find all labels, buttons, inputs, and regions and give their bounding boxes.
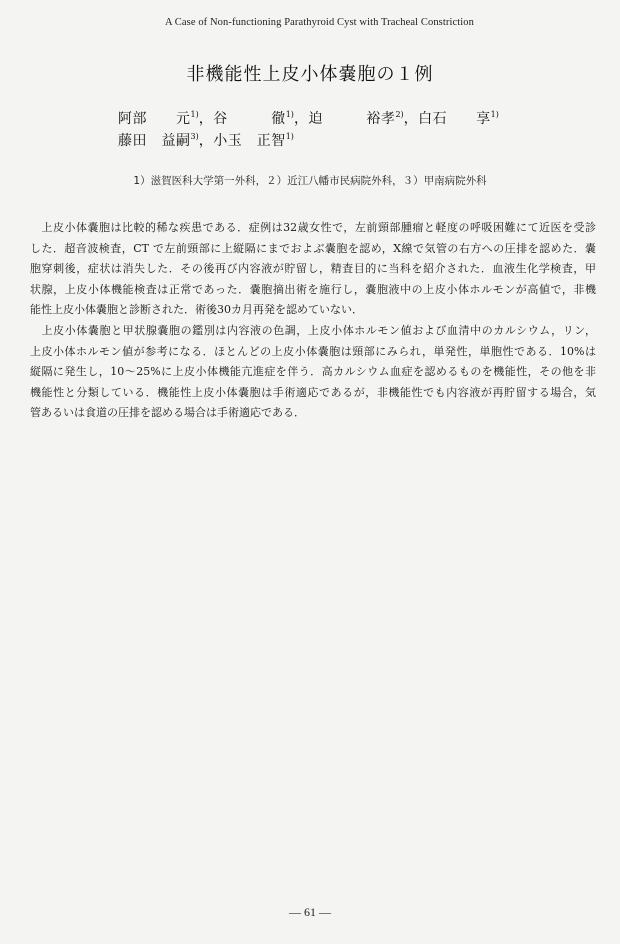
text-line: 胞穿刺後，症状は消失した．その後再び内容液が貯留し，精査目的に当科を紹介された．血液生化学検査，甲 — [30, 262, 596, 276]
author-affiliation-mark: 1) — [285, 132, 294, 141]
author-affiliation-mark: 3) — [190, 132, 199, 141]
author-name: 小玉 正智 — [213, 133, 286, 149]
text-line: 上皮小体ホルモン値が参考になる．ほとんどの上皮小体嚢胞は頸部にみられ，単発性，単胞性である．10%は — [30, 344, 596, 358]
text-line: 管あるいは食道の圧排を認める場合は手術適応である． — [30, 406, 305, 420]
author-separator: ， — [293, 111, 309, 127]
text-line: 縦隔に発生し，10〜25%に上皮小体機能亢進症を伴う．高カルシウム血症を認めるものを機能性，その他を非 — [30, 365, 596, 379]
author-affiliation-mark: 1) — [490, 110, 499, 119]
author-list-line-1 — [118, 108, 499, 128]
text-line: 上皮小体嚢胞は比較的稀な疾患である．症例は32歳女性で，左前頸部腫瘤と軽度の呼吸困難にて近医を受診 — [30, 221, 596, 234]
author-name: 迫 裕孝 — [308, 111, 396, 127]
author-list-line-2 — [118, 130, 294, 150]
article-title: 非機能性上皮小体嚢胞の１例 — [186, 64, 434, 85]
author-name: 白石 享 — [418, 111, 491, 127]
author-name: 藤田 益嗣 — [118, 133, 191, 149]
text-line: した．超音波検査，CT で左前頸部に上縦隔にまでおよぶ嚢胞を認め，X線で気管の右方への圧排を認めた．嚢 — [30, 241, 596, 255]
author-separator: ， — [198, 133, 214, 149]
paragraph — [30, 218, 596, 321]
abstract-body — [30, 218, 596, 424]
author-separator: ， — [403, 111, 419, 127]
paragraph — [30, 321, 596, 424]
page-number: — 61 — — [289, 905, 331, 919]
affiliations: 1）滋賀医科大学第一外科，２）近江八幡市民病院外科，３）甲南病院外科 — [133, 175, 487, 187]
author-affiliation-mark: 2) — [395, 110, 404, 119]
text-line: 上皮小体嚢胞と甲状腺嚢胞の鑑別は内容液の色調，上皮小体ホルモン値および血清中のカルシウム，リン， — [30, 323, 596, 337]
text-line: 能性上皮小体嚢胞と診断された．術後30カ月再発を認めていない． — [30, 303, 363, 317]
author-separator: ， — [198, 111, 214, 127]
running-header: A Case of Non-functioning Parathyroid Cyst with Tracheal Constriction — [164, 17, 474, 28]
author-affiliation-mark: 1) — [190, 110, 199, 119]
author-name: 谷 徹 — [213, 111, 286, 127]
author-affiliation-mark: 1) — [285, 110, 294, 119]
text-line: 機能性と分類している．機能性上皮小体嚢胞は手術適応であるが，非機能性でも内容液が再貯留する場合，気 — [30, 385, 596, 399]
author-name: 阿部 元 — [118, 111, 191, 127]
text-line: 状腺，上皮小体機能検査は正常であった．嚢胞摘出術を施行し，嚢胞液中の上皮小体ホルモンが高値で，非機 — [30, 282, 596, 296]
